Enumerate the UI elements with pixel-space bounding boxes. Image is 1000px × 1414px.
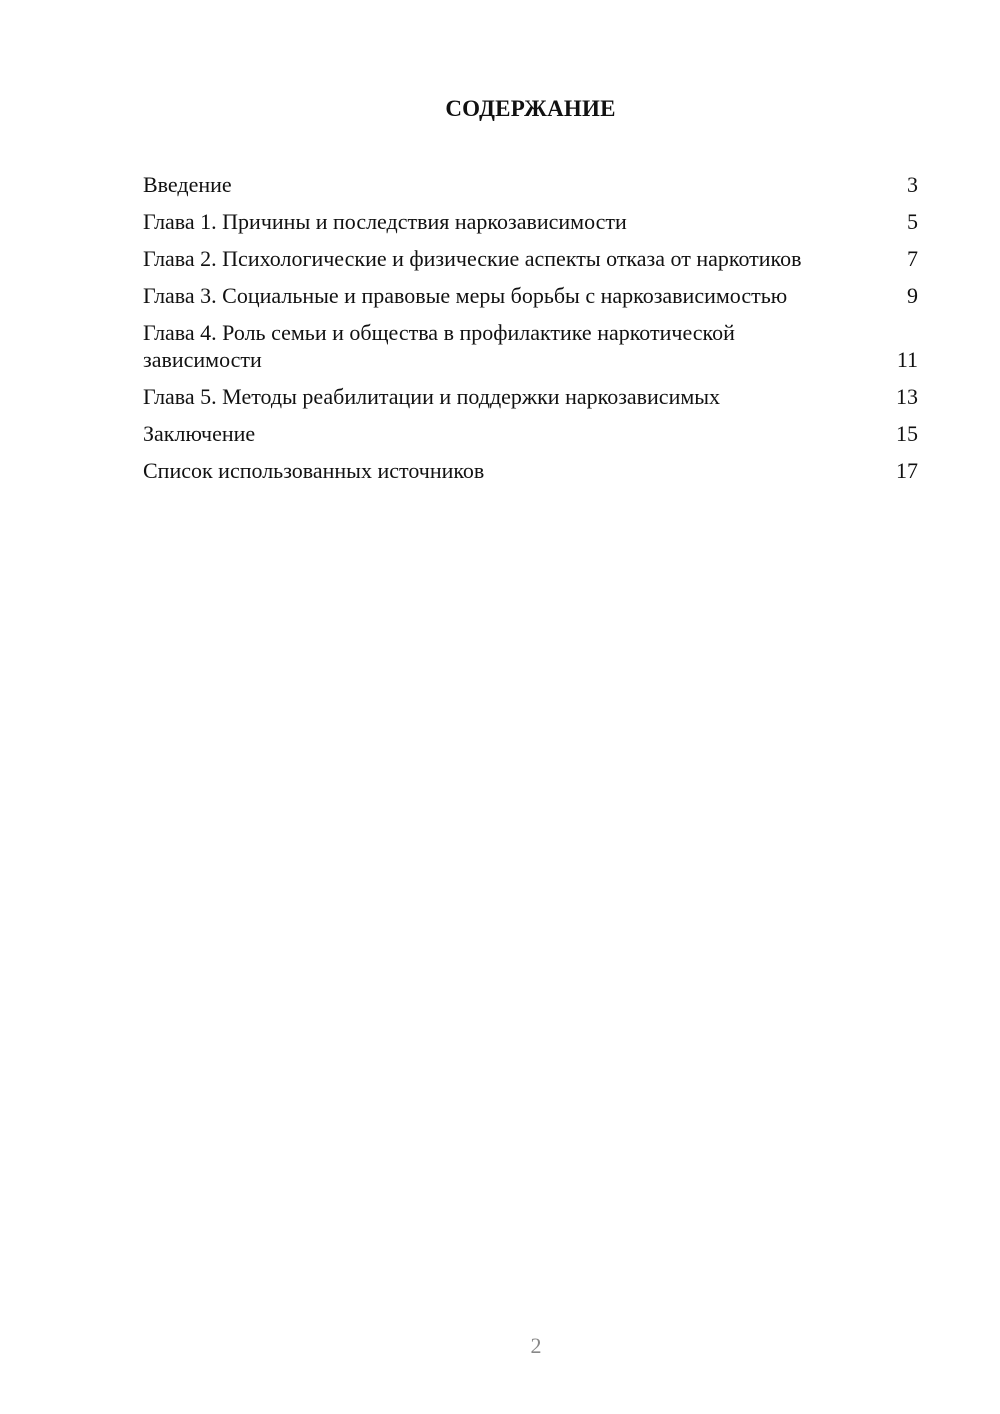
toc-entry-page: 9	[907, 283, 918, 308]
toc-entry-text: Глава 2. Психологические и физические аспекты отказа от наркотиков	[143, 246, 802, 271]
toc-entry-page: 11	[896, 347, 918, 372]
toc-entry-chapter-1	[143, 208, 918, 235]
toc-entry-page: 3	[907, 172, 918, 197]
toc-entry-page: 13	[896, 384, 918, 409]
page-number: 2	[530, 1333, 542, 1358]
toc-entry-text: Глава 5. Методы реабилитации и поддержки наркозависимых	[143, 384, 721, 409]
toc-entry-references	[143, 457, 918, 484]
table-of-contents	[143, 171, 918, 494]
toc-entry-chapter-4	[143, 319, 918, 373]
toc-entry-chapter-5	[143, 383, 918, 410]
toc-entry-page: 5	[907, 209, 918, 234]
toc-entry-text: Список использованных источников	[143, 458, 485, 483]
toc-entry-text: Заключение	[143, 421, 256, 446]
toc-entry-chapter-2	[143, 245, 918, 272]
heading-container	[143, 96, 918, 122]
toc-entry-page: 15	[896, 421, 918, 446]
toc-entry-text: Глава 3. Социальные и правовые меры борьбы с наркозависимостью	[143, 283, 788, 308]
toc-entry-text: Введение	[143, 172, 232, 197]
toc-entry-text: Глава 1. Причины и последствия наркозависимости	[143, 209, 627, 234]
toc-entry-text: Глава 4. Роль семьи и общества в профилактике наркотической зависимости	[143, 320, 735, 372]
toc-entry-page: 17	[896, 458, 918, 483]
toc-entry-page: 7	[907, 246, 918, 271]
toc-entry-conclusion	[143, 420, 918, 447]
toc-entry-introduction	[143, 171, 918, 198]
toc-entry-chapter-3	[143, 282, 918, 309]
page-title: СОДЕРЖАНИЕ	[445, 96, 616, 121]
